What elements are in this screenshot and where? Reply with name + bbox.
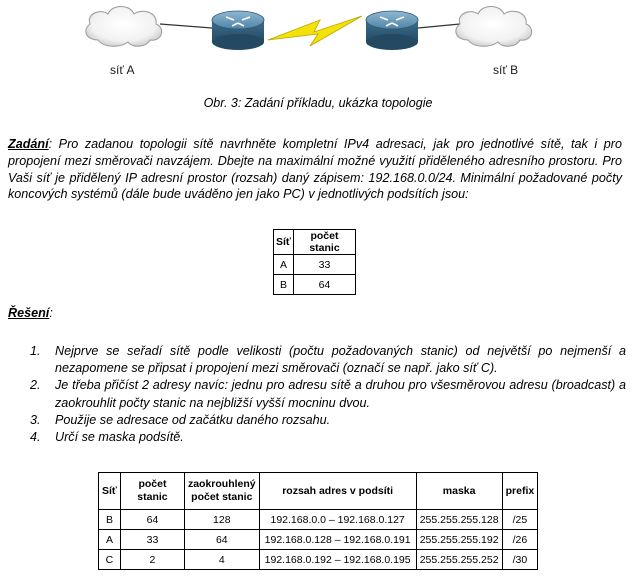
column-header: počet stanic <box>294 230 356 255</box>
router-1-icon <box>212 11 264 50</box>
assignment-label: Zadání <box>8 137 49 151</box>
router-2-icon <box>366 11 418 50</box>
table-cell: 64 <box>184 530 259 550</box>
step-number: 4. <box>30 430 41 445</box>
table-cell: 255.255.255.252 <box>416 550 502 570</box>
column-header: prefix <box>502 473 538 510</box>
list-item <box>30 429 626 446</box>
column-header: Síť <box>99 473 121 510</box>
table-cell: /30 <box>502 550 538 570</box>
requirements-table <box>273 229 356 295</box>
table-cell: /26 <box>502 530 538 550</box>
table-cell: C <box>99 550 121 570</box>
column-header: maska <box>416 473 502 510</box>
step-text: Použije se adresace od začátku daného rozsahu. <box>55 412 331 427</box>
table-cell: 192.168.0.0 – 192.168.0.127 <box>259 510 416 530</box>
step-number: 2. <box>30 378 41 393</box>
column-header: Síť <box>274 230 294 255</box>
table-cell: 128 <box>184 510 259 530</box>
table-cell: 2 <box>120 550 184 570</box>
table-cell: 4 <box>184 550 259 570</box>
table-cell: 192.168.0.192 – 192.168.0.195 <box>259 550 416 570</box>
table-cell: B <box>274 275 294 295</box>
network-b-label: síť B <box>493 63 519 77</box>
topology-diagram <box>0 0 636 90</box>
list-item <box>30 343 626 377</box>
link-cloud-a-router-1 <box>160 24 212 28</box>
table-cell: B <box>99 510 121 530</box>
step-number: 1. <box>30 344 41 358</box>
solution-heading <box>8 306 53 320</box>
table-row <box>274 255 356 275</box>
table-cell: 192.168.0.128 – 192.168.0.191 <box>259 530 416 550</box>
table-cell: A <box>99 530 121 550</box>
solution-steps-list <box>30 343 626 446</box>
solution-suffix: : <box>49 306 53 320</box>
table-cell: 255.255.255.128 <box>416 510 502 530</box>
table-row <box>274 275 356 295</box>
link-router-2-cloud-b <box>418 24 460 28</box>
network-a-label: síť A <box>110 63 135 77</box>
cloud-a-icon <box>86 7 162 47</box>
assignment-paragraph <box>8 136 622 203</box>
figure-caption: Obr. 3: Zadání příkladu, ukázka topologie <box>203 96 433 110</box>
column-header: zaokrouhlený počet stanic <box>184 473 259 510</box>
table-header-row <box>274 230 356 255</box>
table-cell: 255.255.255.192 <box>416 530 502 550</box>
step-text: Nejprve se seřadí sítě podle velikosti (počtu požadovaných stanic) od největší po nejmenší a nezapomene se připsat i propojení mezi směrovači (označí se např. jako síť C). <box>55 344 626 376</box>
table-cell: 64 <box>294 275 356 295</box>
assignment-text: : Pro zadanou topologii sítě navrhněte kompletní IPv4 adresaci, jak pro jednotlivé sítě, tak i pro propojení mezi směrovači navzájem. Dbejte na maximální možné využití přiděleného adresního prostoru. Pro Vaši síť je přidělený IP adresní prostor (rozsah) daný zápisem: 192.168.0.0/24. Minimální požadované počty koncových systémů (dále bude uváděno jen jako PC) v jednotlivých podsítích jsou: <box>8 137 622 202</box>
table-row <box>99 530 538 550</box>
step-number: 3. <box>30 412 41 427</box>
table-cell: /25 <box>502 510 538 530</box>
table-header-row <box>99 473 538 510</box>
table-cell: 64 <box>120 510 184 530</box>
step-text: Je třeba přičíst 2 adresy navíc: jednu pro adresu sítě a druhou pro všesměrovou adresu (broadcast) a zaokrouhlit počty stanic na nejbližší vyšší mocninu dvou. <box>55 378 626 410</box>
list-item <box>30 412 626 429</box>
column-header: rozsah adres v podsíti <box>259 473 416 510</box>
serial-link-icon <box>268 16 362 46</box>
table-cell: A <box>274 255 294 275</box>
table-row <box>99 550 538 570</box>
solution-label: Řešení <box>8 306 50 320</box>
column-header: počet stanic <box>120 473 184 510</box>
list-item <box>30 377 626 411</box>
table-cell: 33 <box>294 255 356 275</box>
subnet-table <box>98 472 538 570</box>
table-cell: 33 <box>120 530 184 550</box>
cloud-b-icon <box>456 7 532 47</box>
step-text: Určí se maska podsítě. <box>55 430 184 445</box>
table-row <box>99 510 538 530</box>
